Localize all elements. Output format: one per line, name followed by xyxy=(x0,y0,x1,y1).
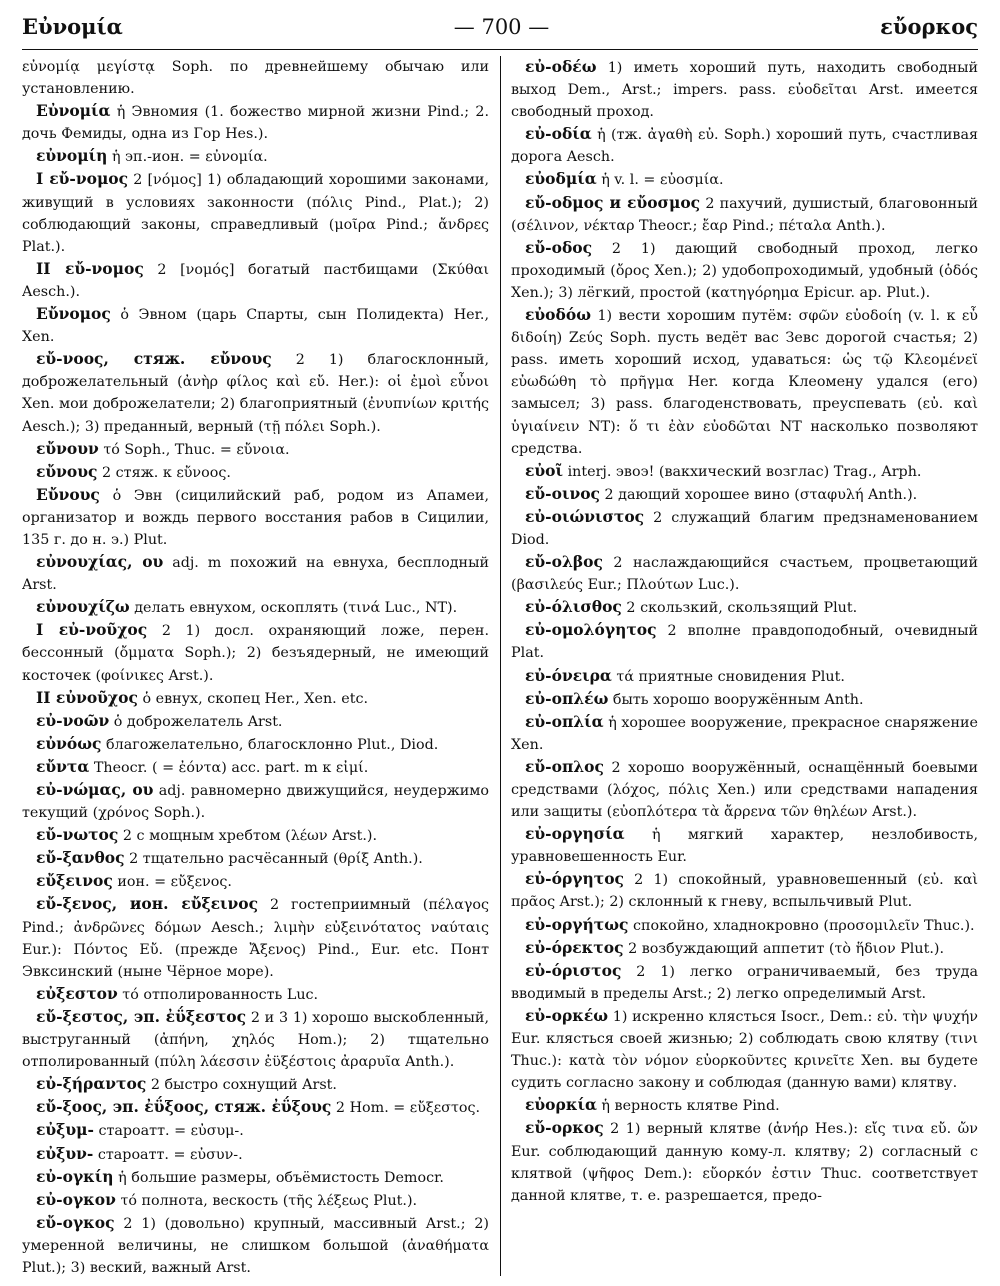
entry-headword: εὐοδμία xyxy=(525,169,597,189)
entry-definition: 1) искренно клясться Isocr., Dem.: εὐ. τὴν ψυχήν Eur. клясться своей жизнью; 2) соблюдать свою клятву (τινι Thuc.): κατὰ τὸν νόμον εὐορκοῦντες κρινεῖτε Xen. вы будете судить согласно закону и соблюдая (данную вами) клятву. xyxy=(511,1008,978,1092)
entry-definition: староатт. = εὐσυν-. xyxy=(97,1146,243,1163)
entry-definition: 2 быстро сохнущий Arst. xyxy=(150,1077,337,1094)
entry-definition: 2 хорошо вооружённый, оснащённый боевыми средствами (λόχος, πόλις Xen.) или средствами нападения или защиты (εὐοπλότερα τὰ ἄρρενα τῶν θηλέων Arst.). xyxy=(511,759,978,821)
dictionary-entry xyxy=(511,483,978,506)
entry-definition: 2 1) верный клятве (ἀνήρ Hes.): εἴς τινα εὔ. ὤν Eur. соблюдающий данную кому-л. клятву; 2) согласный с клятвой (ψῆφος Dem.): εὔορκόν ἐστιν Thuc. соответствует данной клятве, т. е. разрешается, предо- xyxy=(511,1121,978,1204)
dictionary-entry xyxy=(22,779,489,824)
entry-headword: εὔ-ξανθος xyxy=(36,848,125,868)
dictionary-entry xyxy=(22,484,489,551)
left-running-headword: Εὐνομία xyxy=(22,14,123,39)
dictionary-entry xyxy=(22,619,489,686)
dictionary-entry xyxy=(511,665,978,688)
right-running-headword: εὔορκος xyxy=(880,14,978,39)
dictionary-entry xyxy=(22,56,489,100)
dictionary-entry xyxy=(22,1143,489,1166)
entry-headword: II εὔ-νομος xyxy=(36,258,144,278)
entry-headword: εὔντα xyxy=(36,756,90,776)
entry-headword: εὔ-οδμος и εὔοσμος xyxy=(525,192,701,212)
entry-headword: εὐ-ομολόγητος xyxy=(525,620,657,640)
dictionary-entry xyxy=(22,551,489,596)
entry-definition: 2 1) (довольно) крупный, массивный Arst.; 2) умеренной величины, не слишком большой (ἀναθήματα Plut.); 3) веский, важный Arst. xyxy=(22,1215,489,1276)
entry-headword: εὐνουχίζω xyxy=(36,597,130,617)
dictionary-entry xyxy=(22,1212,489,1276)
dictionary-entry xyxy=(511,56,978,123)
dictionary-entry xyxy=(511,1094,978,1117)
entry-definition: ὁ доброжелатель Arst. xyxy=(113,713,283,730)
entry-headword: εὔ-οδος xyxy=(525,237,593,257)
dictionary-entry xyxy=(22,303,489,348)
dictionary-entry xyxy=(22,1166,489,1189)
entry-headword: εὔ-νοος, стяж. εὔνους xyxy=(36,349,272,369)
dictionary-entry xyxy=(22,348,489,437)
dictionary-entry xyxy=(22,438,489,461)
entry-headword: II εὐνοῦχος xyxy=(36,687,138,707)
entry-headword: εὐνομίη xyxy=(36,146,108,166)
dictionary-entry xyxy=(511,868,978,913)
dictionary-entry xyxy=(511,711,978,756)
entry-headword: εὐ-όλισθος xyxy=(525,597,622,617)
entry-headword: εὔνουν xyxy=(36,438,99,458)
dictionary-entry xyxy=(511,237,978,304)
entry-headword: Εὔνομος xyxy=(36,304,111,324)
dictionary-entry xyxy=(22,145,489,168)
dictionary-entry xyxy=(511,1005,978,1094)
dictionary-entry xyxy=(22,687,489,710)
dictionary-entry xyxy=(511,914,978,937)
entry-definition: 2 вполне правдоподобный, очевидный Plat. xyxy=(511,623,978,662)
entry-headword: εὔ-ξεστος, эп. ἐΰξεστος xyxy=(36,1006,247,1026)
entry-headword: εὐξυν- xyxy=(36,1143,94,1163)
dictionary-entry xyxy=(22,100,489,145)
page-number: — 700 — xyxy=(453,15,550,39)
entry-definition: interj. эвоэ! (вакхический возглас) Trag., Arph. xyxy=(567,463,922,480)
entry-definition: 2 [νόμος] 1) обладающий хорошими законами, живущий в условиях законности (πόλις Pind., Plat.); 2) соблюдающий законы, справедливый (μοῖρα Pind.; ἄνδρες Plat.). xyxy=(22,172,489,255)
entry-definition: τό Soph., Thuc. = εὔνοια. xyxy=(103,441,290,458)
entry-definition: 2 1) спокойный, уравновешенный (εὐ. καὶ πρᾶος Arst.); 2) склонный к гневу, вспыльчивый Plut. xyxy=(511,872,978,911)
dictionary-entry xyxy=(511,1117,978,1206)
entry-definition: быть хорошо вооружённым Anth. xyxy=(612,691,864,708)
entry-headword: εὐ-όριστος xyxy=(525,960,622,980)
dictionary-entry xyxy=(22,258,489,303)
entry-headword: εὐ-οδία xyxy=(525,124,592,144)
dictionary-entry xyxy=(511,823,978,868)
entry-definition: 2 1) дающий свободный проход, легко проходимый (ὄρος Xen.); 2) удобопроходимый, удобный (ὁδός Xen.); 3) лёгкий, простой (κατηγόρημα Epicur. ap. Plut.). xyxy=(511,240,978,301)
entry-headword: Εὐνομία xyxy=(36,101,111,121)
entry-headword: εὐ-οδέω xyxy=(525,57,597,76)
entry-definition: τό полнота, вескость (τῆς λέξεως Plut.). xyxy=(120,1192,418,1209)
dictionary-entry xyxy=(511,960,978,1005)
dictionary-entry xyxy=(22,870,489,893)
dictionary-entry xyxy=(511,551,978,596)
entry-definition: 1) вести хорошим путём: σφῶν εὐοδοίη (v. l. к εὖ διδοίη) Ζεύς Soph. пусть ведёт вас Зевс дорогой счастья; 2) pass. иметь хороший исход, удаваться: ὡς τῷ Κλεομένεϊ εὐωδώθη τὸ πρῆγμα Her. когда Клеомену удался (его) замысел; 3) pass. благоденствовать, преуспевать (εὐ. καὶ ὑγιαίνειν NT): ὅ τι ἐὰν εὐοδῶται NT насколько позволяют средства. xyxy=(511,308,978,457)
left-column xyxy=(22,56,489,1276)
entry-headword: εὔνους xyxy=(36,461,98,481)
entry-definition: τό отполированность Luc. xyxy=(122,986,319,1003)
dictionary-entry xyxy=(511,168,978,191)
entry-definition: adj. равномерно движущийся, неудержимо текущий (χρόνος Soph.). xyxy=(22,783,489,822)
entry-headword: εὐ-οπλέω xyxy=(525,688,609,708)
entry-headword: εὐ-όνειρα xyxy=(525,665,612,685)
entry-definition: 2 дающий хорошее вино (σταφυλή Anth.). xyxy=(604,486,918,503)
dictionary-entry xyxy=(511,304,978,460)
entry-definition: 2 1) благосклонный, доброжелательный (ἀνὴρ φίλος καὶ εὔ. Her.): οἱ ἐμοὶ εὖνοι Xen. мои доброжелатели; 2) благоприятный (ἐνυπνίων κριτής Aesch.); 3) преданный, верный (τῇ πόλει Soph.). xyxy=(22,352,489,435)
entry-headword: εὐ-νοῶν xyxy=(36,710,110,730)
entry-definition: ион. = εὔξενος. xyxy=(117,874,232,891)
dictionary-entry xyxy=(511,688,978,711)
entry-definition: 2 скользкий, скользящий Plut. xyxy=(626,600,858,617)
entry-headword: εὐ-ογκίη xyxy=(36,1166,114,1186)
dictionary-entry xyxy=(511,460,978,483)
entry-headword: εὐ-ορκέω xyxy=(525,1005,609,1025)
dictionary-entry xyxy=(511,123,978,168)
dictionary-entry xyxy=(22,710,489,733)
entry-definition: 2 наслаждающийся счастьем, процветающий (βασιλεύς Eur.; Πλούτων Luc.). xyxy=(511,555,978,594)
entry-definition: ἡ верность клятве Pind. xyxy=(601,1098,780,1115)
entry-definition: благожелательно, благосклонно Plut., Diod. xyxy=(106,736,439,753)
entry-headword: εὐ-ογκον xyxy=(36,1189,116,1209)
dictionary-entry xyxy=(22,983,489,1006)
entry-definition: спокойно, хладнокровно (προσομιλεῖν Thuc.). xyxy=(632,917,975,934)
dictionary-entry xyxy=(511,506,978,551)
entry-headword: εὔ-ορκος xyxy=(525,1118,604,1138)
dictionary-entry xyxy=(22,847,489,870)
dictionary-entry xyxy=(22,461,489,484)
entry-headword: εὐορκία xyxy=(525,1095,597,1115)
entry-headword: εὔ-νωτος xyxy=(36,825,119,845)
entry-headword: εὔ-οινος xyxy=(525,483,600,503)
entry-headword: εὔ-ολβος xyxy=(525,552,603,572)
page-header xyxy=(22,14,978,50)
entry-definition: ὁ Эвном (царь Спарты, сын Полидекта) Her., Xen. xyxy=(22,307,489,346)
dictionary-entry xyxy=(22,168,489,257)
entry-definition: 2 стяж. к εὔνοος. xyxy=(102,464,231,481)
entry-definition: ἡ Эвномия (1. божество мирной жизни Pind.; 2. дочь Фемиды, одна из Гор Hes.). xyxy=(22,104,489,143)
entry-definition: 2 с мощным хребтом (λέων Arst.). xyxy=(122,828,377,845)
entry-headword: εὐ-νώμας, ου xyxy=(36,780,154,799)
entry-headword: Εὔνους xyxy=(36,484,100,504)
entry-headword: εὔ-ξενος, ион. εὔξεινος xyxy=(36,894,259,914)
entry-headword: εὔ-ξοος, эп. ἐΰξοος, стяж. ἐΰξους xyxy=(36,1097,332,1117)
entry-headword: εὐ-όργητος xyxy=(525,869,624,889)
entry-headword: εὔξεινος xyxy=(36,871,113,891)
right-column xyxy=(500,56,978,1276)
entry-headword: εὐοδόω xyxy=(525,305,591,325)
entry-definition: 2 [νομός] богатый пастбищами (Σκύθαι Aesch.). xyxy=(22,261,489,300)
entry-definition: ἡ (тж. ἀγαθὴ εὐ. Soph.) хороший путь, счастливая дорога Aesch. xyxy=(511,127,978,166)
entry-definition: 2 пахучий, душистый, благовонный (σέλινον, νέκταρ Theocr.; ἔαρ Pind.; πέταλα Anth.). xyxy=(511,195,978,234)
dictionary-entry xyxy=(22,1119,489,1142)
dictionary-entry xyxy=(22,824,489,847)
entry-definition: 2 тщательно расчёсанный (θρίξ Anth.). xyxy=(129,851,423,868)
dictionary-entry xyxy=(511,192,978,237)
dictionary-entry xyxy=(22,596,489,619)
entry-definition: ἡ хорошее вооружение, прекрасное снаряжение Xen. xyxy=(511,714,978,753)
entry-definition: εὐνομίᾳ μεγίστᾳ Soph. по древнейшему обычаю или установлению. xyxy=(22,59,489,98)
dictionary-entry xyxy=(22,733,489,756)
entry-definition: Theocr. ( = ἐόντα) acc. part. m к εἰμί. xyxy=(93,759,369,776)
entry-headword: εὐοῖ xyxy=(525,460,564,480)
entry-definition: 2 1) досл. охраняющий ложе, перен. бессонный (ὄμματα Soph.); 2) безъядерный, не имеющий косточек (φοίνικες Arst.). xyxy=(22,623,489,684)
entry-headword: εὐ-όρεκτος xyxy=(525,937,624,957)
dictionary-entry xyxy=(511,596,978,619)
entry-headword: εὐ-ξήραντος xyxy=(36,1074,147,1094)
entry-definition: 2 1) легко ограничиваемый, без труда вводимый в пределы Arst.; 2) легко определимый Arst. xyxy=(511,963,978,1002)
entry-definition: делать евнухом, оскоплять (τινά Luc., NT). xyxy=(134,600,458,617)
entry-definition: 2 служащий благим предзнаменованием Diod. xyxy=(511,509,978,548)
entry-definition: ἡ большие размеры, объёмистость Democr. xyxy=(118,1169,444,1186)
entry-headword: εὐξεστον xyxy=(36,983,118,1003)
entry-headword: I εὐ-νοῦχος xyxy=(36,620,148,640)
dictionary-entry xyxy=(22,1006,489,1073)
entry-headword: εὐ-οργήτως xyxy=(525,914,629,934)
entry-definition: 2 и 3 1) хорошо выскобленный, выструганный (ἀπήνη, χηλός Hom.); 2) тщательно отполированный (πύλη λάεσσιν ἐϋξέστοις ἀραρυῖα Anth.). xyxy=(22,1009,489,1071)
entry-definition: adj. m похожий на евнуха, бесплодный Arst. xyxy=(22,555,489,594)
entry-definition: 2 гостеприимный (πέλαγος Pind.; ἀνδρῶνες δόμων Aesch.; λιμὴν εὐξεινότατος ναύταις Eur.): Πόντος Εὔ. (прежде Ἄξενος) Pind., Eur. etc. Понт Эвксинский (ныне Чёрное море). xyxy=(22,897,489,980)
entry-headword: εὐξυμ- xyxy=(36,1120,94,1140)
entry-headword: εὐνουχίας, ου xyxy=(36,552,164,572)
entry-definition: 1) иметь хороший путь, находить свободный выход Dem., Arst.; impers. pass. εὐοδεῖται Arst. имеется свободный проход. xyxy=(511,60,978,121)
dictionary-entry xyxy=(511,619,978,664)
dictionary-entry xyxy=(22,1096,489,1119)
dictionary-entry xyxy=(22,1073,489,1096)
dictionary-entry xyxy=(22,756,489,779)
text-columns xyxy=(22,56,978,1276)
entry-headword: εὐνόως xyxy=(36,733,102,753)
entry-definition: ἡ эп.-ион. = εὐνομία. xyxy=(111,149,268,166)
entry-headword: εὐ-οπλία xyxy=(525,711,604,731)
entry-definition: ἡ мягкий характер, незлобивость, уравновешенность Eur. xyxy=(511,827,978,866)
entry-headword: εὔ-οπλος xyxy=(525,756,604,776)
dictionary-entry xyxy=(22,893,489,982)
entry-headword: I εὔ-νομος xyxy=(36,169,129,189)
entry-definition: τά приятные сновидения Plut. xyxy=(616,668,845,685)
entry-headword: εὐ-οργησία xyxy=(525,824,625,844)
entry-headword: εὔ-ογκος xyxy=(36,1212,115,1232)
entry-definition: 2 Hom. = εὔξεστος. xyxy=(335,1100,481,1117)
entry-definition: ὁ Эвн (сицилийский раб, родом из Апамеи, организатор и вождь первого восстания рабов в Сицилии, 135 г. до н. э.) Plut. xyxy=(22,487,489,548)
entry-definition: ὁ евнух, скопец Her., Xen. etc. xyxy=(142,690,369,707)
dictionary-entry xyxy=(511,756,978,823)
dictionary-entry xyxy=(22,1189,489,1212)
entry-definition: староатт. = εὐσυμ-. xyxy=(98,1123,244,1140)
entry-definition: 2 возбуждающий аппетит (τὸ ἥδιον Plut.). xyxy=(628,940,945,957)
entry-headword: εὐ-οιώνιστος xyxy=(525,506,645,526)
dictionary-entry xyxy=(511,937,978,960)
entry-definition: ἡ v. l. = εὐοσμία. xyxy=(601,172,724,189)
